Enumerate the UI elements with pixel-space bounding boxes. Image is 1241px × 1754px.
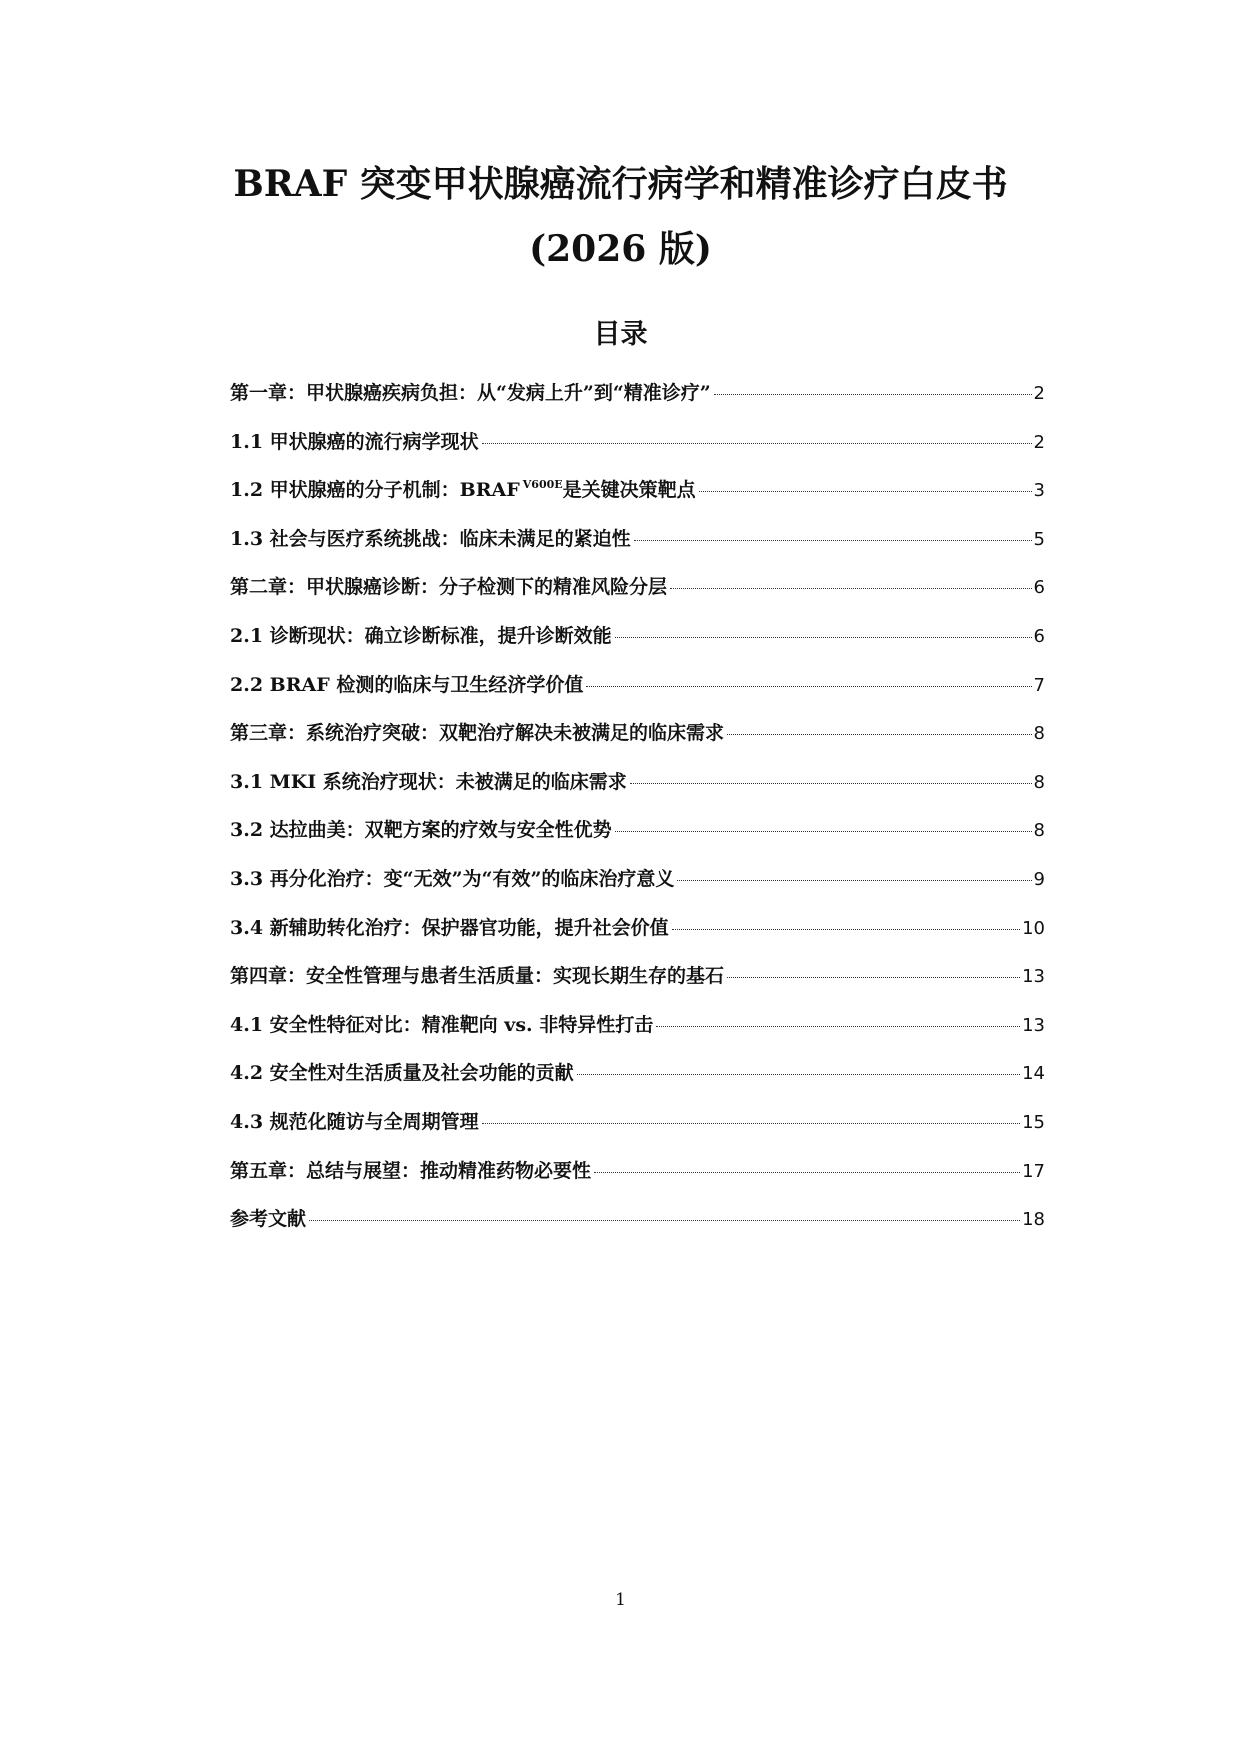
toc-entry-label: 3.1 MKI 系统治疗现状：未被满足的临床需求 (230, 770, 627, 793)
toc-entry[interactable] (230, 1204, 1045, 1253)
toc-dot-leader (482, 1123, 1020, 1124)
toc-entry-label: 2.2 BRAF 检测的临床与卫生经济学价值 (230, 673, 584, 696)
document-title-line-2: (2026 版) (529, 228, 712, 270)
toc-entry-label: 第一章：甲状腺癌疾病负担：从“发病上升”到“精准诊疗” (230, 382, 711, 404)
toc-entry-label: 3.2 达拉曲美：双靶方案的疗效与安全性优势 (230, 819, 612, 842)
toc-entry-page-number: 7 (1033, 674, 1045, 696)
toc-entry[interactable] (230, 1058, 1045, 1107)
document-title-line-1: BRAF 突变甲状腺癌流行病学和精准诊疗白皮书 (233, 163, 1008, 205)
toc-entry-page-number: 10 (1022, 917, 1045, 939)
toc-entry[interactable] (230, 524, 1045, 573)
toc-entry[interactable] (230, 718, 1045, 767)
toc-entry-page-number: 13 (1022, 1014, 1045, 1036)
toc-entry-page-number: 6 (1033, 625, 1045, 647)
toc-entry-page-number: 3 (1033, 480, 1045, 502)
toc-entry[interactable] (230, 1107, 1045, 1156)
toc-dot-leader (672, 929, 1020, 930)
toc-dot-leader (630, 783, 1032, 784)
toc-entry[interactable] (230, 815, 1045, 864)
toc-dot-leader (615, 831, 1032, 832)
toc-entry[interactable] (230, 961, 1045, 1010)
toc-entry-label: 参考文献 (230, 1208, 307, 1231)
toc-entry-page-number: 6 (1033, 577, 1045, 599)
toc-entry-label: 1.3 社会与医疗系统挑战：临床未满足的紧迫性 (230, 527, 631, 550)
toc-entry-label: 4.2 安全性对生活质量及社会功能的贡献 (230, 1062, 574, 1085)
toc-entry-label: 3.4 新辅助转化治疗：保护器官功能，提升社会价值 (230, 916, 669, 939)
toc-entry[interactable] (230, 427, 1045, 476)
toc-entry[interactable] (230, 1156, 1045, 1205)
toc-entry-label: 4.1 安全性特征对比：精准靶向 vs. 非特异性打击 (230, 1013, 654, 1036)
toc-entry-label: 1.2 甲状腺癌的分子机制：BRAF $^{V600E}$是关键决策靶点 (230, 478, 696, 502)
toc-entry-page-number: 17 (1022, 1160, 1045, 1182)
toc-entry-superscript: V600E (522, 478, 563, 492)
toc-entry[interactable] (230, 475, 1045, 524)
toc-entry-page-number: 8 (1033, 771, 1045, 793)
toc-entry-label: 第二章：甲状腺癌诊断：分子检测下的精准风险分层 (230, 576, 668, 599)
toc-dot-leader (677, 880, 1031, 881)
toc-entry-page-number: 13 (1022, 966, 1045, 988)
toc-entry-page-number: 14 (1022, 1063, 1045, 1085)
toc-entry-page-number: 18 (1022, 1209, 1045, 1231)
toc-entry[interactable] (230, 670, 1045, 719)
toc-entry-label: 2.1 诊断现状：确立诊断标准，提升诊断效能 (230, 624, 612, 647)
toc-dot-leader (670, 588, 1032, 589)
toc-entry-label: 第三章：系统治疗突破：双靶治疗解决未被满足的临床需求 (230, 722, 725, 745)
toc-dot-leader (699, 491, 1032, 492)
page-number: 1 (615, 1590, 626, 1610)
toc-dot-leader (577, 1074, 1020, 1075)
toc-entry-page-number: 8 (1033, 820, 1045, 842)
toc-entry-page-number: 2 (1033, 431, 1045, 453)
toc-entry-page-number: 2 (1033, 383, 1045, 404)
toc-dot-leader (309, 1220, 1020, 1221)
toc-dot-leader (594, 1172, 1020, 1173)
toc-entry-page-number: 15 (1022, 1111, 1045, 1133)
toc-heading: 目录 (593, 319, 648, 350)
toc-dot-leader (482, 443, 1032, 444)
toc-entry[interactable] (230, 864, 1045, 913)
toc-entry-label: 4.3 规范化随访与全周期管理 (230, 1110, 479, 1133)
toc-dot-leader (615, 637, 1032, 638)
toc-dot-leader (727, 977, 1020, 978)
toc-entry[interactable] (230, 913, 1045, 962)
toc-entry-page-number: 9 (1033, 868, 1045, 890)
toc-entry[interactable] (230, 1010, 1045, 1059)
toc-entry-label: 3.3 再分化治疗：变“无效”为“有效”的临床治疗意义 (230, 867, 675, 890)
toc-entry[interactable] (230, 378, 1045, 427)
table-of-contents (230, 378, 1045, 1253)
toc-dot-leader (727, 734, 1032, 735)
toc-dot-leader (634, 540, 1032, 541)
toc-entry-page-number: 5 (1033, 528, 1045, 550)
toc-entry-label: 1.1 甲状腺癌的流行病学现状 (230, 430, 479, 453)
toc-entry-label: 第四章：安全性管理与患者生活质量：实现长期生存的基石 (230, 965, 725, 988)
toc-entry-label: 第五章：总结与展望：推动精准药物必要性 (230, 1159, 592, 1182)
toc-dot-leader (586, 686, 1031, 687)
toc-dot-leader (656, 1026, 1020, 1027)
toc-entry-page-number: 8 (1033, 723, 1045, 745)
toc-entry[interactable] (230, 767, 1045, 816)
toc-entry[interactable] (230, 621, 1045, 670)
toc-entry[interactable] (230, 572, 1045, 621)
toc-dot-leader (714, 394, 1032, 395)
